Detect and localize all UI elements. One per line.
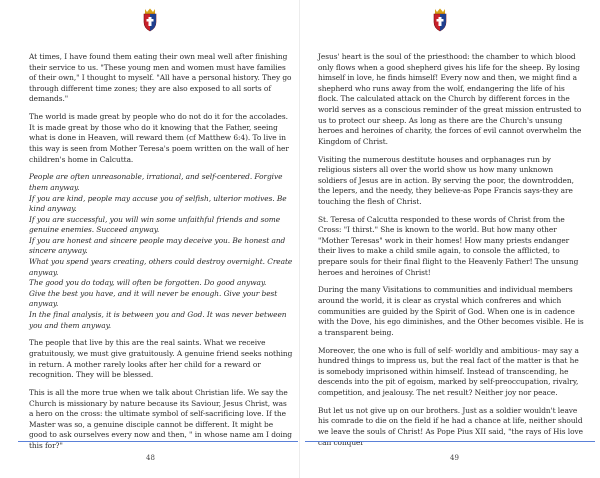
paragraph: At times, I have found them eating their own meal well after finishing their service to us. "These young men and women must have families of their own," I thought to myself. "All have a personal history. They go through different time zones; they are also exposed to all sorts of demands." <box>29 52 292 104</box>
paragraph: But let us not give up on our brothers. Just as a soldier wouldn't leave his comrade to die on the field if he had a chance at life, neither should we leave the souls of Christ! As Pope Pius XII said, "the rays of His love can conquer <box>318 405 583 447</box>
footer-rule <box>305 441 595 442</box>
right-page <box>300 0 600 478</box>
poem-line: What you spend years creating, others could destroy overnight. Create anyway. <box>29 257 293 277</box>
poem-line: In the final analysis, it is between you and God. It was never between you and them anyway. <box>29 310 287 330</box>
coat-of-arms-icon <box>432 8 448 32</box>
coat-of-arms-icon <box>142 8 158 32</box>
page-number: 49 <box>450 454 459 462</box>
poem-line: If you are honest and sincere people may deceive you. Be honest and sincere anyway. <box>29 235 286 256</box>
poem-line: Give the best you have, and it will never be enough. Give your best anyway. <box>29 288 278 309</box>
paragraph: The world is made great by people who do not do it for the accolades. It is made great by those who do it knowing that the Father, seeing what is done in Heaven, will reward them (cf Matthew 6:4). To live in this way is seen from Mother Teresa's poem written on the wall of her children's home in Calcutta. <box>29 112 289 164</box>
poem-line: People are often unreasonable, irrational, and self-centered. Forgive them anyway. <box>29 172 283 192</box>
paragraph: This is all the more true when we talk about Christian life. We say the Church is missionary by nature because its Saviour, Jesus Christ, was a hero on the cross: the ultimate symbol of self-sacrificing love. If the Master was so, a genuine disciple cannot be different. It might be good to ask ourselves every now and then, " in whose name am I doing this for?" <box>29 387 292 450</box>
right-page-text <box>318 52 584 455</box>
poem-line: If you are kind, people may accuse you of selfish, ulterior motives. Be kind anyway. <box>29 193 287 214</box>
paragraph: Visiting the numerous destitute houses and orphanages run by religious sisters all over the world show us how many unknown soldiers of Jesus are in action. By serving the poor, the downtrodden, the lepers, and the needy, they believe-as Pope Francis says-they are touching the flesh of Christ. <box>318 154 574 206</box>
page-number: 48 <box>146 454 155 462</box>
paragraph: During the many Visitations to communities and individual members around the world, it is clear as crystal which confreres and which communities are guided by the Spirit of God. When one is in cadence with the Dove, his ego diminishes, and the Other becomes visible. He is a transparent being. <box>318 285 584 337</box>
left-page-text <box>29 52 293 459</box>
paragraph: Jesus' heart is the soul of the priesthood: the chamber to which blood only flows when a good shepherd gives his life for the sheep. By losing himself in love, he finds himself! Every now and then, we might find a shepherd who runs away from the wolf, endangering the life of his flock. The calculated attack on the Church by different forces in the world serves as a conscious reminder of the great mission entrusted to us to protect our sheep. As long as there are the Church's unsung heroes and heroines of charity, the forces of evil cannot overwhelm the Kingdom of Christ. <box>318 52 582 146</box>
paragraph: Moreover, the one who is full of self- worldly and ambitious- may say a hundred things to impress us, but the real fact of the matter is that he is somebody imprisoned within himself. Instead of transcending, he descends into the pit of egoism, marked by self-preoccupation, rivalry, competition, and jealousy. The net result? Neither joy nor peace. <box>318 345 579 397</box>
paragraph: The people that live by this are the real saints. What we receive gratuitously, we must give gratuitously. A genuine friend seeks nothing in return. A mother rarely looks after her child for a reward or recognition. They will be blessed. <box>29 338 293 380</box>
poem-line: The good you do today, will often be forgotten. Do good anyway. <box>29 278 267 288</box>
poem-line: If you are successful, you will win some unfaithful friends and some genuine enemies. Succeed anyway. <box>29 214 281 235</box>
footer-rule <box>18 441 298 442</box>
paragraph: St. Teresa of Calcutta responded to these words of Christ from the Cross: "I thirst." She is known to the world. But how many other "Mother Teresas" work in their homes! How many priests endanger their lives to make a child smile again, to console the afflicted, to prepare souls for their final flight to the Heavenly Father! The unsung heroes and heroines of Christ! <box>318 214 579 277</box>
